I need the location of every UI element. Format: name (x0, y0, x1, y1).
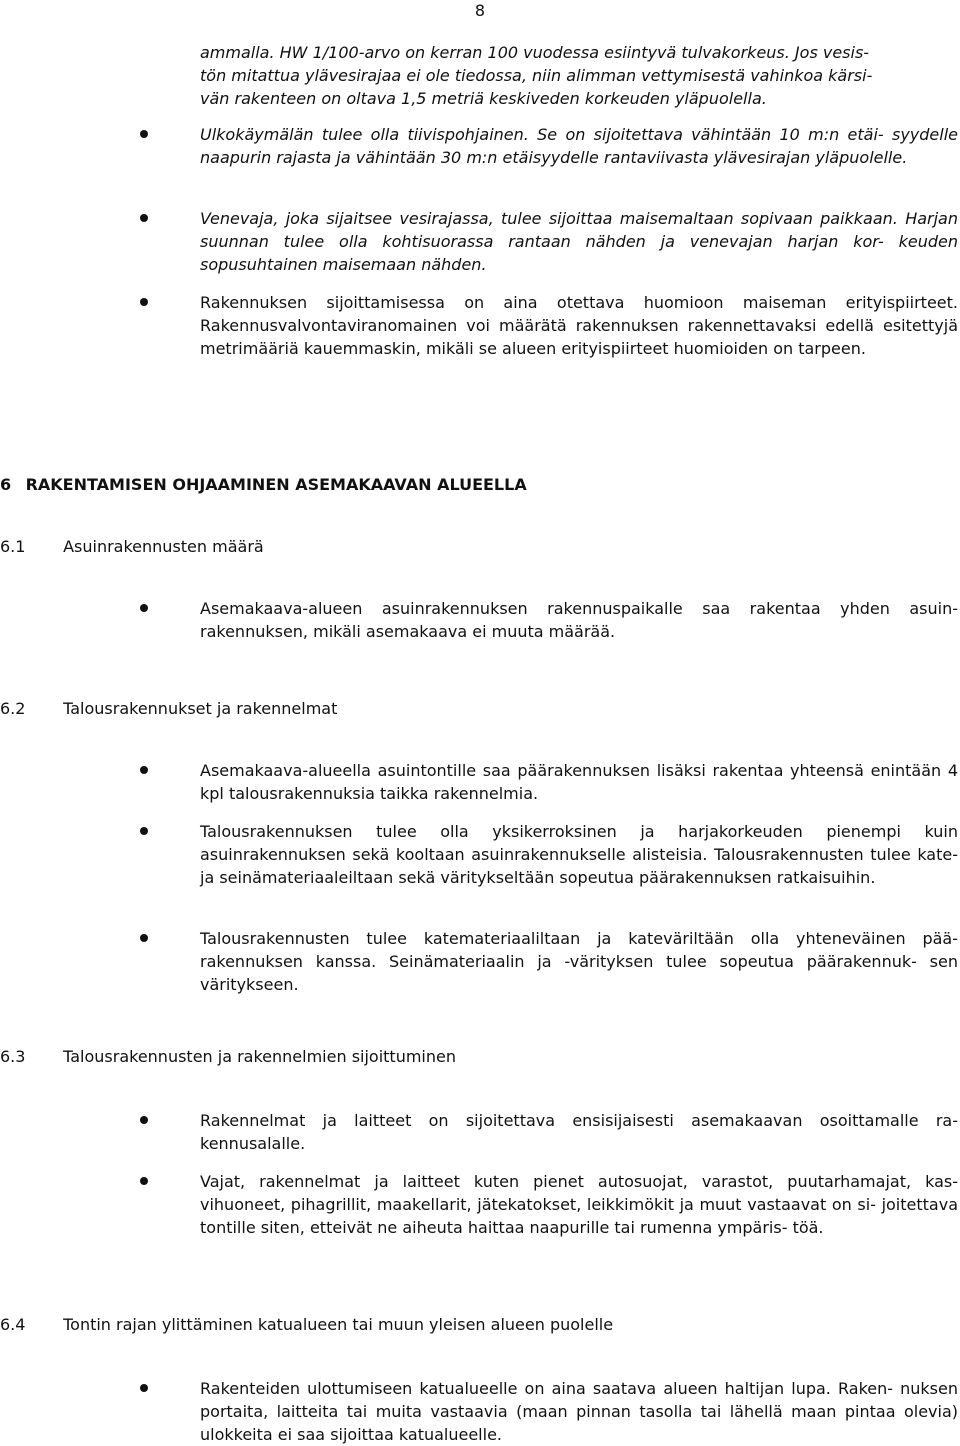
subsection-number: 6.1 (0, 537, 26, 556)
page-number: 8 (474, 1, 486, 20)
subsection-heading (0, 698, 337, 720)
subsection-heading (0, 1046, 456, 1068)
subsection-heading (0, 536, 264, 558)
intro-paragraph (200, 41, 958, 110)
section-number: 6 (0, 475, 12, 494)
subsection-heading (0, 1314, 613, 1336)
bullet-text: Rakennelmat ja laitteet on sijoitettava ensisijaisesti asemakaavan osoittamalle ra- kennusalalle. (200, 1111, 958, 1153)
bullet-text: Rakennuksen sijoittamisessa on aina otettava huomioon maiseman erityispiirteet. Rakennusvalvontaviranomainen voi määrätä rakennuksen rakennettavaksi edellä esitettyjä metrimääriä kauemmaskin, mikäli se alueen erityispiirteet huomioiden on tarpeen. (200, 293, 958, 358)
bullet-icon (140, 214, 148, 222)
bullet-text: Talousrakennusten tulee katemateriaaliltaan ja kateväriltään olla yhteneväinen pää- rakennuksen kanssa. Seinämateriaalin ja -värityksen tulee sopeutua päärakennuk- sen väritykseen. (200, 929, 958, 994)
subsection-title: Talousrakennusten ja rakennelmien sijoittuminen (63, 1047, 456, 1066)
intro-line: ammalla. HW 1/100-arvo on kerran 100 vuodessa esiintyvä tulvakorkeus. Jos vesis- (200, 43, 870, 62)
bullet-text: Vajat, rakennelmat ja laitteet kuten pienet autosuojat, varastot, puutarhamajat, kas- vihuoneet, pihagrillit, maakellarit, jätekatokset, leikkimökit ja muut vastaavat on si- joitettava tontille siten, etteivät ne aiheuta haittaa naapurille tai rumenna ympäris- töä. (200, 1172, 958, 1237)
bullet-icon (140, 298, 148, 306)
subsection-title: Tontin rajan ylittäminen katualueen tai muun yleisen alueen puolelle (63, 1315, 614, 1334)
subsection-number: 6.3 (0, 1047, 26, 1066)
bullet-text: Ulkokäymälän tulee olla tiivispohjainen. Se on sijoitettava vähintään 10 m:n etäi- syydelle naapurin rajasta ja vähintään 30 m:n etäisyydelle rantaviivasta ylävesirajan yläpuolelle. (200, 125, 958, 167)
bullet-icon (140, 1384, 148, 1392)
bullet-icon (140, 766, 148, 774)
intro-line: vän rakenteen on oltava 1,5 metriä keskiveden korkeuden yläpuolella. (200, 89, 767, 108)
bullet-text: Asemakaava-alueella asuintontille saa päärakennuksen lisäksi rakentaa yhteensä enintään 4 kpl talousrakennuksia taikka rakennelmia. (200, 761, 958, 803)
subsection-number: 6.2 (0, 699, 26, 718)
bullet-icon (140, 1116, 148, 1124)
bullet-text: Talousrakennuksen tulee olla yksikerroksinen ja harjakorkeuden pienempi kuin asuinrakennuksen sekä kooltaan asuinrakennukselle alisteisia. Talousrakennusten tulee kate- ja seinämateriaaleiltaan sekä väritykseltään sopeutua päärakennuksen ratkaisuihin. (200, 822, 958, 887)
subsection-number: 6.4 (0, 1315, 26, 1334)
section-heading (0, 474, 527, 496)
bullet-icon (140, 130, 148, 138)
bullet-icon (140, 604, 148, 612)
bullet-text: Asemakaava-alueen asuinrakennuksen rakennuspaikalle saa rakentaa yhden asuin- rakennuksen, mikäli asemakaava ei muuta määrää. (200, 599, 958, 641)
bullet-icon (140, 1177, 148, 1185)
intro-line: tön mitattua ylävesirajaa ei ole tiedossa, niin alimman vettymisestä vahinkoa kärsi- (200, 66, 873, 85)
bullet-text: Venevaja, joka sijaitsee vesirajassa, tulee sijoittaa maisemaltaan sopivaan paikkaan. Harjan suunnan tulee olla kohtisuorassa rantaan nähden ja venevajan harjan kor- keuden sopusuhtainen maisemaan nähden. (200, 209, 958, 274)
subsection-title: Talousrakennukset ja rakennelmat (63, 699, 338, 718)
section-title: RAKENTAMISEN OHJAAMINEN ASEMAKAAVAN ALUEELLA (25, 475, 527, 494)
bullet-icon (140, 934, 148, 942)
bullet-text: Rakenteiden ulottumiseen katualueelle on aina saatava alueen haltijan lupa. Raken- nuksen portaita, laitteita tai muita vastaavia (maan pinnan tasolla tai lähellä maan pintaa olevia) ulokkeita ei saa sijoittaa katualueelle. (200, 1379, 958, 1444)
bullet-icon (140, 827, 148, 835)
subsection-title: Asuinrakennusten määrä (63, 537, 264, 556)
